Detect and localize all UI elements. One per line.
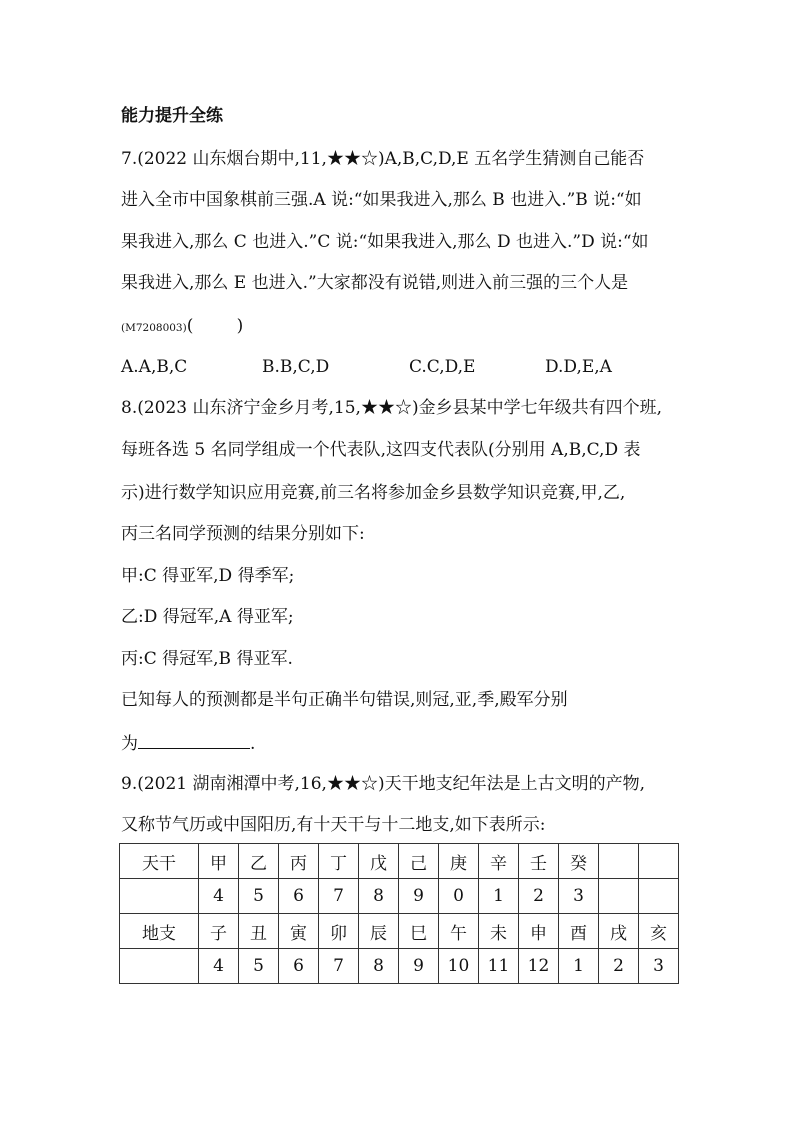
question-code: (M7208003)	[121, 322, 187, 334]
table-cell: 卯	[319, 914, 359, 949]
table-cell: 11	[479, 949, 519, 984]
q7-line-2: 进入全市中国象棋前三强.A 说:“如果我进入,那么 B 也进入.”B 说:“如	[121, 190, 642, 210]
table-cell: 壬	[519, 844, 559, 879]
table-cell: 9	[399, 879, 439, 914]
table-cell: 6	[279, 949, 319, 984]
q8-prediction-jia: 甲:C 得亚军,D 得季军;	[121, 566, 295, 586]
table-cell: 亥	[639, 914, 679, 949]
section-title: 能力提升全练	[121, 106, 223, 126]
table-cell: 5	[239, 949, 279, 984]
table-cell: 0	[439, 879, 479, 914]
q8-line-8: 已知每人的预测都是半句正确半句错误,则冠,亚,季,殿军分别	[121, 690, 568, 710]
q9-line-2: 又称节气历或中国阳历,有十天干与十二地支,如下表所示:	[121, 815, 546, 835]
choice-a: A.A,B,C	[121, 357, 188, 377]
table-cell: 7	[319, 879, 359, 914]
choice-d: D.D,E,A	[545, 357, 612, 377]
table-cell: 寅	[279, 914, 319, 949]
table-cell: 己	[399, 844, 439, 879]
table-cell	[599, 844, 639, 879]
table-cell: 5	[239, 879, 279, 914]
table-cell: 酉	[559, 914, 599, 949]
table-cell: 3	[639, 949, 679, 984]
table-row	[120, 844, 679, 879]
table-cell: 2	[519, 879, 559, 914]
q8-line-1: 8.(2023 山东济宁金乡月考,15,★★☆)金乡县某中学七年级共有四个班,	[121, 398, 662, 418]
table-cell: 戊	[359, 844, 399, 879]
q9-line-1: 9.(2021 湖南湘潭中考,16,★★☆)天干地支纪年法是上古文明的产物,	[121, 774, 645, 794]
table-cell: 子	[199, 914, 239, 949]
answer-paren: ( )	[186, 316, 244, 336]
table-cell: 丑	[239, 914, 279, 949]
table-cell: 未	[479, 914, 519, 949]
table-cell: 2	[599, 949, 639, 984]
table-cell: 1	[559, 949, 599, 984]
table-cell: 丙	[279, 844, 319, 879]
table-cell: 3	[559, 879, 599, 914]
table-row	[120, 949, 679, 984]
q7-line-1: 7.(2022 山东烟台期中,11,★★☆)A,B,C,D,E 五名学生猜测自己能否	[121, 149, 645, 169]
row-header-cell	[120, 949, 199, 984]
table-cell	[599, 879, 639, 914]
table-cell: 丁	[319, 844, 359, 879]
table-cell: 8	[359, 949, 399, 984]
choice-c: C.C,D,E	[409, 357, 476, 377]
table-cell: 庚	[439, 844, 479, 879]
table-cell: 戌	[599, 914, 639, 949]
table-cell: 7	[319, 949, 359, 984]
table-cell: 甲	[199, 844, 239, 879]
answer-blank[interactable]	[138, 732, 250, 749]
table-cell: 午	[439, 914, 479, 949]
row-header-cell: 天干	[120, 844, 199, 879]
table-cell: 辰	[359, 914, 399, 949]
answer-suffix: .	[250, 734, 256, 754]
q8-prediction-yi: 乙:D 得冠军,A 得亚军;	[121, 607, 294, 627]
table-cell: 4	[199, 879, 239, 914]
table-cell: 乙	[239, 844, 279, 879]
table-cell: 1	[479, 879, 519, 914]
q8-line-4: 丙三名同学预测的结果分别如下:	[121, 524, 365, 544]
row-header-cell: 地支	[120, 914, 199, 949]
table-row	[120, 914, 679, 949]
table-cell: 9	[399, 949, 439, 984]
table-cell	[639, 879, 679, 914]
table-cell: 4	[199, 949, 239, 984]
answer-prefix: 为	[121, 734, 138, 754]
q8-line-3: 示)进行数学知识应用竞赛,前三名将参加金乡县数学知识竞赛,甲,乙,	[121, 483, 626, 503]
q7-line-3: 果我进入,那么 C 也进入.”C 说:“如果我进入,那么 D 也进入.”D 说:“如	[121, 232, 649, 252]
q8-answer-line	[121, 732, 255, 754]
choice-b: B.B,C,D	[262, 357, 330, 377]
row-header-cell	[120, 879, 199, 914]
table-cell: 巳	[399, 914, 439, 949]
table-cell: 10	[439, 949, 479, 984]
table-cell: 癸	[559, 844, 599, 879]
table-row	[120, 879, 679, 914]
table-cell: 8	[359, 879, 399, 914]
table-cell: 申	[519, 914, 559, 949]
q8-line-2: 每班各选 5 名同学组成一个代表队,这四支代表队(分别用 A,B,C,D 表	[121, 440, 641, 460]
q7-code-line	[121, 316, 243, 338]
q8-prediction-bing: 丙:C 得冠军,B 得亚军.	[121, 649, 293, 669]
q7-line-4: 果我进入,那么 E 也进入.”大家都没有说错,则进入前三强的三个人是	[121, 273, 629, 293]
ganzhi-table	[119, 843, 679, 984]
table-cell: 12	[519, 949, 559, 984]
table-cell: 辛	[479, 844, 519, 879]
table-cell	[639, 844, 679, 879]
table-cell: 6	[279, 879, 319, 914]
